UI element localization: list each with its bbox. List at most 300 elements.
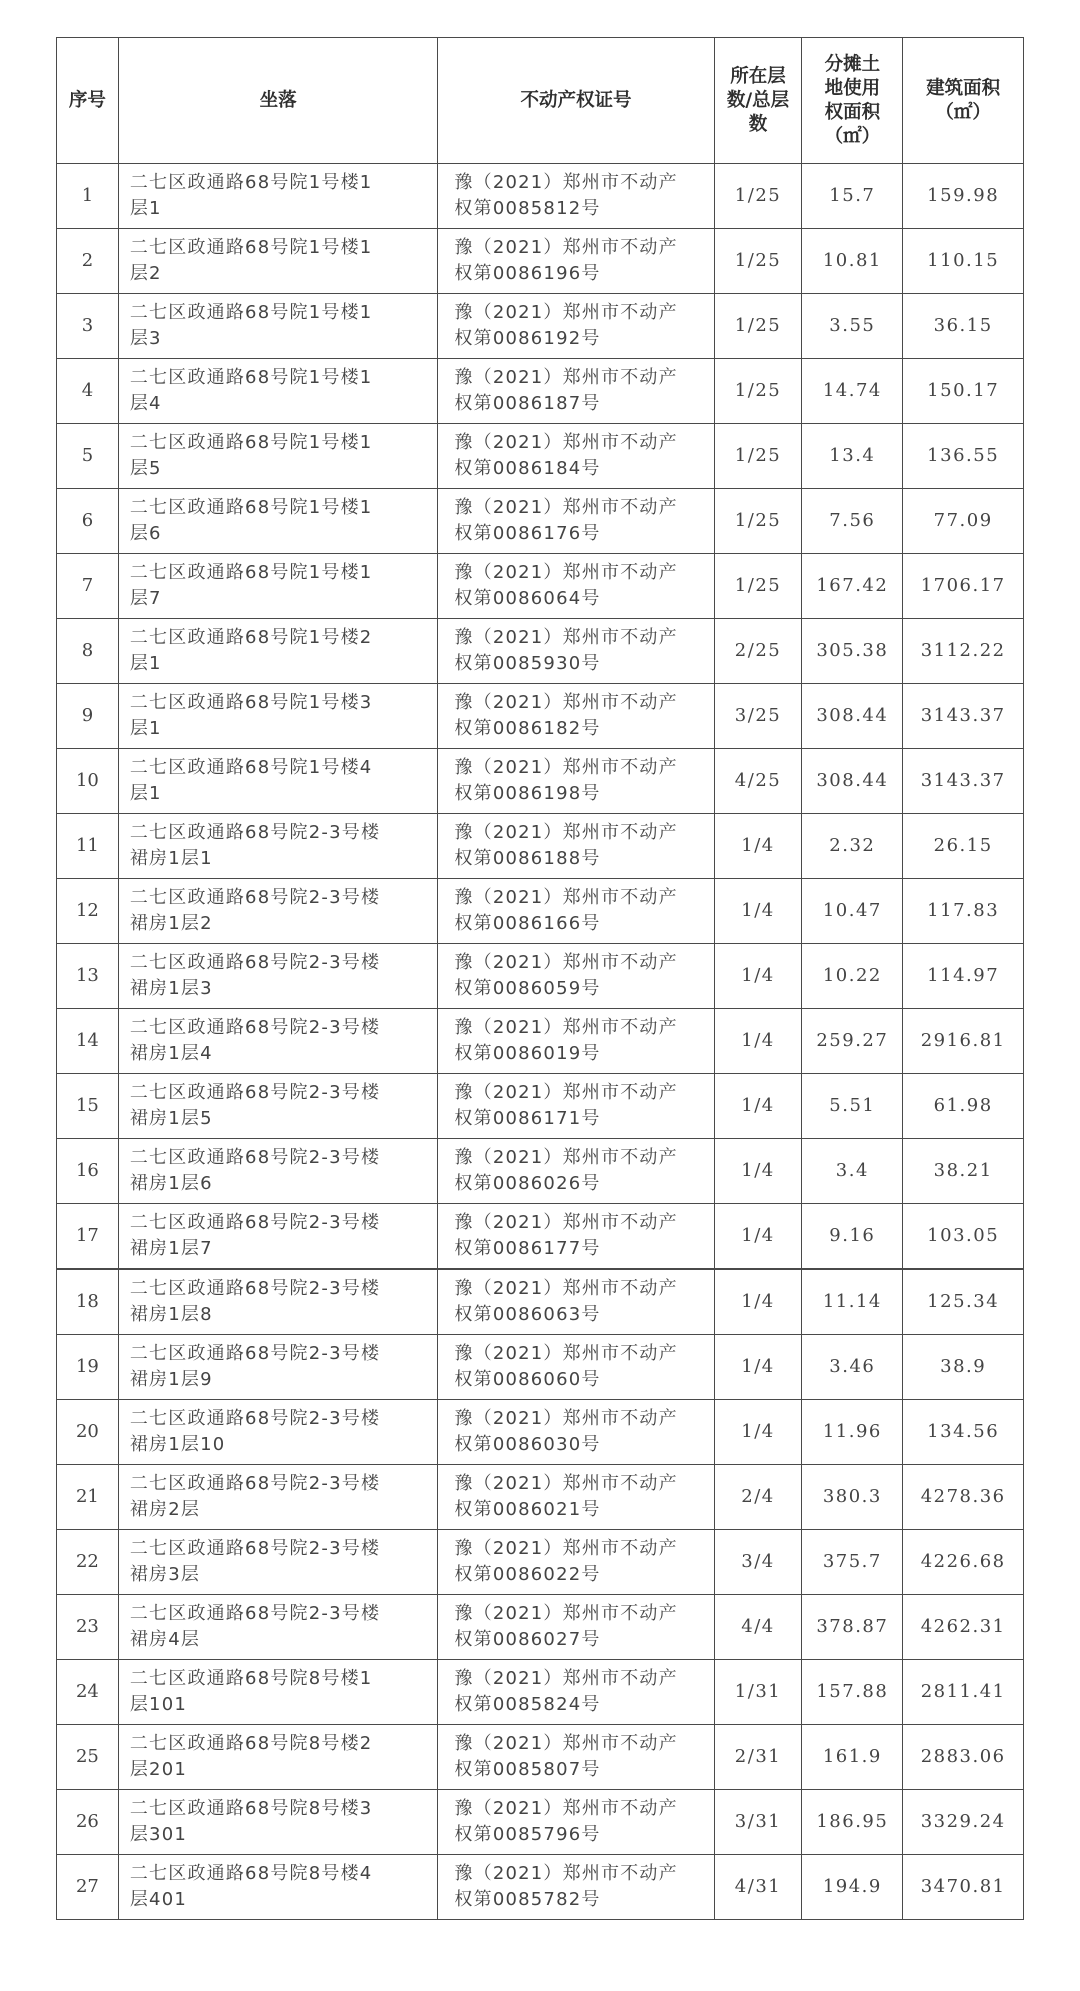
row-location: [118, 1009, 438, 1074]
row-certificate: [438, 1790, 714, 1855]
row-certificate-line: 权第0086182号: [454, 718, 601, 739]
row-certificate-line: 豫（2021）郑州市不动产: [454, 887, 678, 908]
row-floor: 1/25: [714, 554, 802, 619]
table-row: [57, 1204, 1024, 1270]
table-row: [57, 684, 1024, 749]
row-certificate-line: 权第0086019号: [454, 1043, 601, 1064]
row-certificate-line: 权第0086026号: [454, 1173, 601, 1194]
row-certificate-line: 权第0086030号: [454, 1434, 601, 1455]
row-building-area: 2883.06: [903, 1725, 1024, 1790]
row-land-area: 9.16: [802, 1204, 903, 1270]
row-location-line: 二七区政通路68号院1号楼1: [129, 302, 373, 323]
row-land-area: 161.9: [802, 1725, 903, 1790]
header-land-area-line: （㎡）: [824, 125, 881, 147]
header-building-area: [903, 38, 1024, 164]
table-row: [57, 944, 1024, 1009]
row-index: 9: [57, 684, 119, 749]
row-land-area: 15.7: [802, 164, 903, 229]
header-floor: [714, 38, 802, 164]
row-floor: 1/25: [714, 359, 802, 424]
row-certificate-line: 权第0086022号: [454, 1564, 601, 1585]
row-floor: 1/4: [714, 1269, 802, 1335]
row-location: [118, 944, 438, 1009]
row-index: 19: [57, 1335, 119, 1400]
row-location-line: 二七区政通路68号院2-3号楼: [129, 1343, 381, 1364]
row-land-area: 11.96: [802, 1400, 903, 1465]
row-certificate: [438, 294, 714, 359]
row-index: 27: [57, 1855, 119, 1920]
row-location-line: 层301: [129, 1824, 188, 1845]
row-floor: 1/4: [714, 814, 802, 879]
row-location-line: 二七区政通路68号院2-3号楼: [129, 822, 381, 843]
row-land-area: 305.38: [802, 619, 903, 684]
row-location-line: 二七区政通路68号院2-3号楼: [129, 1408, 381, 1429]
row-floor: 4/4: [714, 1595, 802, 1660]
row-certificate: [438, 749, 714, 814]
table-body: [57, 164, 1024, 1920]
row-certificate-line: 豫（2021）郑州市不动产: [454, 952, 678, 973]
row-building-area: 159.98: [903, 164, 1024, 229]
row-building-area: 1706.17: [903, 554, 1024, 619]
row-index: 5: [57, 424, 119, 489]
row-floor: 1/4: [714, 1009, 802, 1074]
header-floor-line: 所在层: [730, 65, 786, 87]
row-certificate-line: 豫（2021）郑州市不动产: [454, 1473, 678, 1494]
row-location-line: 二七区政通路68号院1号楼2: [129, 627, 373, 648]
row-location: [118, 1139, 438, 1204]
row-floor: 2/4: [714, 1465, 802, 1530]
row-floor: 1/4: [714, 879, 802, 944]
row-certificate: [438, 554, 714, 619]
row-certificate-line: 权第0085796号: [454, 1824, 601, 1845]
table-row: [57, 1335, 1024, 1400]
row-location: [118, 684, 438, 749]
row-location-line: 二七区政通路68号院2-3号楼: [129, 1147, 381, 1168]
row-certificate-line: 豫（2021）郑州市不动产: [454, 1603, 678, 1624]
row-location-line: 裙房1层5: [129, 1108, 213, 1129]
table-row: [57, 164, 1024, 229]
row-land-area: 167.42: [802, 554, 903, 619]
header-building-area-line: （㎡）: [935, 101, 991, 123]
row-land-area: 14.74: [802, 359, 903, 424]
table-row: [57, 1855, 1024, 1920]
row-certificate: [438, 814, 714, 879]
row-location: [118, 1074, 438, 1139]
row-location: [118, 1660, 438, 1725]
table-row: [57, 1595, 1024, 1660]
row-building-area: 4262.31: [903, 1595, 1024, 1660]
row-building-area: 61.98: [903, 1074, 1024, 1139]
row-land-area: 3.46: [802, 1335, 903, 1400]
row-land-area: 259.27: [802, 1009, 903, 1074]
row-location-line: 二七区政通路68号院2-3号楼: [129, 1017, 381, 1038]
row-building-area: 4226.68: [903, 1530, 1024, 1595]
row-index: 25: [57, 1725, 119, 1790]
row-land-area: 186.95: [802, 1790, 903, 1855]
row-building-area: 77.09: [903, 489, 1024, 554]
row-certificate-line: 豫（2021）郑州市不动产: [454, 1408, 678, 1429]
row-certificate-line: 豫（2021）郑州市不动产: [454, 1147, 678, 1168]
row-certificate-line: 权第0085782号: [454, 1889, 601, 1910]
row-location: [118, 1335, 438, 1400]
row-index: 13: [57, 944, 119, 1009]
row-location-line: 二七区政通路68号院8号楼2: [129, 1733, 373, 1754]
row-index: 7: [57, 554, 119, 619]
row-location: [118, 1790, 438, 1855]
row-location: [118, 1269, 438, 1335]
row-index: 1: [57, 164, 119, 229]
row-certificate: [438, 424, 714, 489]
row-floor: 1/25: [714, 424, 802, 489]
table-row: [57, 1074, 1024, 1139]
row-location-line: 层6: [129, 523, 162, 544]
row-location-line: 裙房4层: [129, 1629, 201, 1650]
row-certificate-line: 豫（2021）郑州市不动产: [454, 1538, 678, 1559]
row-location-line: 裙房1层9: [129, 1369, 213, 1390]
row-certificate-line: 权第0086176号: [454, 523, 601, 544]
row-index: 12: [57, 879, 119, 944]
row-certificate: [438, 1595, 714, 1660]
row-index: 21: [57, 1465, 119, 1530]
row-location-line: 二七区政通路68号院2-3号楼: [129, 1212, 381, 1233]
row-floor: 1/4: [714, 1074, 802, 1139]
row-certificate-line: 豫（2021）郑州市不动产: [454, 432, 678, 453]
row-certificate-line: 权第0086064号: [454, 588, 601, 609]
row-building-area: 4278.36: [903, 1465, 1024, 1530]
row-land-area: 378.87: [802, 1595, 903, 1660]
row-location-line: 层1: [129, 783, 162, 804]
row-land-area: 308.44: [802, 749, 903, 814]
row-building-area: 26.15: [903, 814, 1024, 879]
row-location-line: 层4: [129, 393, 162, 414]
row-floor: 3/4: [714, 1530, 802, 1595]
row-location: [118, 1465, 438, 1530]
row-location-line: 层2: [129, 263, 162, 284]
row-location: [118, 424, 438, 489]
table-header-row: [57, 38, 1024, 164]
row-location-line: 层1: [129, 198, 162, 219]
row-index: 6: [57, 489, 119, 554]
row-floor: 1/4: [714, 1400, 802, 1465]
header-location: 坐落: [118, 38, 438, 164]
row-certificate-line: 豫（2021）郑州市不动产: [454, 1733, 678, 1754]
row-land-area: 11.14: [802, 1269, 903, 1335]
header-land-area: [802, 38, 903, 164]
table-row: [57, 1530, 1024, 1595]
row-location: [118, 294, 438, 359]
row-location-line: 裙房1层3: [129, 978, 213, 999]
row-floor: 1/25: [714, 164, 802, 229]
table-row: [57, 1139, 1024, 1204]
row-location-line: 层5: [129, 458, 162, 479]
row-location-line: 二七区政通路68号院2-3号楼: [129, 1473, 381, 1494]
row-location-line: 裙房1层4: [129, 1043, 213, 1064]
row-building-area: 103.05: [903, 1204, 1024, 1270]
table-row: [57, 1465, 1024, 1530]
row-location-line: 层7: [129, 588, 162, 609]
row-certificate-line: 权第0085812号: [454, 198, 601, 219]
row-certificate-line: 权第0086171号: [454, 1108, 601, 1129]
row-index: 3: [57, 294, 119, 359]
row-certificate: [438, 684, 714, 749]
row-building-area: 36.15: [903, 294, 1024, 359]
row-certificate-line: 豫（2021）郑州市不动产: [454, 1082, 678, 1103]
row-land-area: 308.44: [802, 684, 903, 749]
row-certificate-line: 权第0085930号: [454, 653, 601, 674]
table-row: [57, 229, 1024, 294]
row-location: [118, 1855, 438, 1920]
table-row: [57, 879, 1024, 944]
row-land-area: 3.4: [802, 1139, 903, 1204]
row-certificate: [438, 1074, 714, 1139]
table-row: [57, 619, 1024, 684]
row-building-area: 3329.24: [903, 1790, 1024, 1855]
header-land-area-line: 地使用: [824, 77, 881, 99]
row-land-area: 2.32: [802, 814, 903, 879]
row-location-line: 二七区政通路68号院1号楼1: [129, 237, 373, 258]
row-floor: 2/31: [714, 1725, 802, 1790]
row-index: 24: [57, 1660, 119, 1725]
row-certificate: [438, 1269, 714, 1335]
table-row: [57, 489, 1024, 554]
header-land-area-line: 权面积: [824, 101, 881, 123]
row-certificate-line: 豫（2021）郑州市不动产: [454, 1212, 678, 1233]
row-location: [118, 879, 438, 944]
table-row: [57, 1660, 1024, 1725]
row-building-area: 38.9: [903, 1335, 1024, 1400]
row-location-line: 二七区政通路68号院2-3号楼: [129, 1278, 381, 1299]
row-floor: 2/25: [714, 619, 802, 684]
table-row: [57, 749, 1024, 814]
row-land-area: 10.47: [802, 879, 903, 944]
row-certificate: [438, 944, 714, 1009]
header-index: 序号: [57, 38, 119, 164]
header-land-area-line: 分摊土: [824, 53, 881, 75]
row-location-line: 裙房1层1: [129, 848, 213, 869]
row-location: [118, 1204, 438, 1270]
table-row: [57, 294, 1024, 359]
row-location-line: 二七区政通路68号院1号楼1: [129, 497, 373, 518]
row-building-area: 136.55: [903, 424, 1024, 489]
row-certificate: [438, 619, 714, 684]
row-floor: 1/31: [714, 1660, 802, 1725]
row-building-area: 2916.81: [903, 1009, 1024, 1074]
row-certificate-line: 豫（2021）郑州市不动产: [454, 1668, 678, 1689]
property-table: [56, 37, 1024, 1920]
row-certificate: [438, 1855, 714, 1920]
row-index: 14: [57, 1009, 119, 1074]
row-certificate: [438, 164, 714, 229]
row-certificate-line: 权第0086196号: [454, 263, 601, 284]
row-location: [118, 814, 438, 879]
row-building-area: 3143.37: [903, 684, 1024, 749]
row-certificate: [438, 1465, 714, 1530]
row-index: 20: [57, 1400, 119, 1465]
row-location-line: 层1: [129, 653, 162, 674]
row-certificate: [438, 1530, 714, 1595]
row-certificate-line: 权第0086060号: [454, 1369, 601, 1390]
row-location: [118, 619, 438, 684]
row-location-line: 裙房1层6: [129, 1173, 213, 1194]
header-building-area-line: 建筑面积: [926, 77, 1001, 99]
row-certificate-line: 权第0086198号: [454, 783, 601, 804]
row-land-area: 194.9: [802, 1855, 903, 1920]
row-floor: 4/31: [714, 1855, 802, 1920]
row-location-line: 二七区政通路68号院1号楼1: [129, 432, 373, 453]
row-location-line: 层101: [129, 1694, 188, 1715]
row-certificate-line: 豫（2021）郑州市不动产: [454, 497, 678, 518]
row-location-line: 二七区政通路68号院2-3号楼: [129, 1538, 381, 1559]
row-location-line: 二七区政通路68号院1号楼1: [129, 172, 373, 193]
table-row: [57, 814, 1024, 879]
row-floor: 1/25: [714, 294, 802, 359]
row-certificate: [438, 1335, 714, 1400]
row-index: 4: [57, 359, 119, 424]
row-index: 2: [57, 229, 119, 294]
row-location-line: 层1: [129, 718, 162, 739]
row-location-line: 裙房1层10: [129, 1434, 226, 1455]
row-certificate: [438, 1139, 714, 1204]
row-location-line: 层401: [129, 1889, 188, 1910]
row-certificate-line: 豫（2021）郑州市不动产: [454, 302, 678, 323]
table-row: [57, 1400, 1024, 1465]
row-certificate: [438, 229, 714, 294]
row-location: [118, 1595, 438, 1660]
row-index: 26: [57, 1790, 119, 1855]
row-certificate: [438, 489, 714, 554]
row-certificate-line: 权第0086188号: [454, 848, 601, 869]
row-location-line: 裙房2层: [129, 1499, 201, 1520]
row-index: 17: [57, 1204, 119, 1270]
row-location: [118, 1400, 438, 1465]
row-location-line: 二七区政通路68号院2-3号楼: [129, 1603, 381, 1624]
table-row: [57, 1790, 1024, 1855]
row-location-line: 二七区政通路68号院2-3号楼: [129, 952, 381, 973]
row-certificate-line: 豫（2021）郑州市不动产: [454, 172, 678, 193]
table-row: [57, 554, 1024, 619]
row-floor: 1/4: [714, 1335, 802, 1400]
row-location-line: 二七区政通路68号院8号楼3: [129, 1798, 373, 1819]
row-building-area: 150.17: [903, 359, 1024, 424]
row-certificate-line: 权第0085807号: [454, 1759, 601, 1780]
row-location-line: 二七区政通路68号院1号楼4: [129, 757, 373, 778]
row-index: 22: [57, 1530, 119, 1595]
row-location-line: 二七区政通路68号院1号楼1: [129, 562, 373, 583]
row-certificate-line: 豫（2021）郑州市不动产: [454, 822, 678, 843]
row-certificate-line: 权第0086021号: [454, 1499, 601, 1520]
row-floor: 3/31: [714, 1790, 802, 1855]
row-building-area: 3112.22: [903, 619, 1024, 684]
row-land-area: 3.55: [802, 294, 903, 359]
header-floor-line: 数: [748, 113, 768, 135]
row-certificate-line: 豫（2021）郑州市不动产: [454, 562, 678, 583]
row-location: [118, 749, 438, 814]
row-certificate-line: 权第0086184号: [454, 458, 601, 479]
row-building-area: 134.56: [903, 1400, 1024, 1465]
row-location-line: 裙房3层: [129, 1564, 201, 1585]
row-land-area: 10.81: [802, 229, 903, 294]
row-land-area: 380.3: [802, 1465, 903, 1530]
row-floor: 1/4: [714, 1204, 802, 1270]
row-floor: 1/4: [714, 1139, 802, 1204]
row-index: 23: [57, 1595, 119, 1660]
row-floor: 4/25: [714, 749, 802, 814]
row-certificate-line: 豫（2021）郑州市不动产: [454, 757, 678, 778]
row-location: [118, 489, 438, 554]
row-land-area: 7.56: [802, 489, 903, 554]
row-location-line: 裙房1层8: [129, 1304, 213, 1325]
row-building-area: 38.21: [903, 1139, 1024, 1204]
row-building-area: 114.97: [903, 944, 1024, 1009]
row-floor: 1/25: [714, 229, 802, 294]
row-index: 11: [57, 814, 119, 879]
row-certificate-line: 权第0086063号: [454, 1304, 601, 1325]
row-certificate-line: 权第0086166号: [454, 913, 601, 934]
row-location-line: 二七区政通路68号院1号楼1: [129, 367, 373, 388]
row-certificate-line: 权第0086187号: [454, 393, 601, 414]
row-location: [118, 554, 438, 619]
row-certificate-line: 豫（2021）郑州市不动产: [454, 237, 678, 258]
row-building-area: 3470.81: [903, 1855, 1024, 1920]
row-index: 16: [57, 1139, 119, 1204]
row-location: [118, 229, 438, 294]
row-certificate-line: 豫（2021）郑州市不动产: [454, 367, 678, 388]
row-certificate-line: 豫（2021）郑州市不动产: [454, 1798, 678, 1819]
row-certificate: [438, 1660, 714, 1725]
row-location: [118, 359, 438, 424]
row-floor: 1/4: [714, 944, 802, 1009]
row-certificate: [438, 1725, 714, 1790]
row-building-area: 117.83: [903, 879, 1024, 944]
row-location-line: 二七区政通路68号院8号楼4: [129, 1863, 373, 1884]
row-location: [118, 1530, 438, 1595]
row-certificate-line: 权第0086177号: [454, 1238, 601, 1259]
row-location-line: 二七区政通路68号院1号楼3: [129, 692, 373, 713]
row-building-area: 2811.41: [903, 1660, 1024, 1725]
table-row: [57, 1725, 1024, 1790]
row-land-area: 5.51: [802, 1074, 903, 1139]
table-row: [57, 424, 1024, 489]
row-location: [118, 1725, 438, 1790]
row-index: 15: [57, 1074, 119, 1139]
row-location-line: 层3: [129, 328, 162, 349]
row-certificate: [438, 359, 714, 424]
row-certificate-line: 豫（2021）郑州市不动产: [454, 1343, 678, 1364]
row-certificate: [438, 879, 714, 944]
row-location: [118, 164, 438, 229]
row-floor: 1/25: [714, 489, 802, 554]
row-floor: 3/25: [714, 684, 802, 749]
row-land-area: 13.4: [802, 424, 903, 489]
row-location-line: 层201: [129, 1759, 188, 1780]
row-certificate-line: 权第0086192号: [454, 328, 601, 349]
row-location-line: 裙房1层7: [129, 1238, 213, 1259]
row-location-line: 二七区政通路68号院8号楼1: [129, 1668, 373, 1689]
table-row: [57, 1009, 1024, 1074]
row-building-area: 125.34: [903, 1269, 1024, 1335]
table-row: [57, 1269, 1024, 1335]
header-certificate: 不动产权证号: [438, 38, 714, 164]
table-row: [57, 359, 1024, 424]
row-certificate-line: 权第0085824号: [454, 1694, 601, 1715]
row-land-area: 375.7: [802, 1530, 903, 1595]
row-location-line: 二七区政通路68号院2-3号楼: [129, 1082, 381, 1103]
row-certificate-line: 豫（2021）郑州市不动产: [454, 1863, 678, 1884]
row-certificate-line: 豫（2021）郑州市不动产: [454, 692, 678, 713]
row-certificate: [438, 1204, 714, 1270]
row-certificate-line: 豫（2021）郑州市不动产: [454, 1017, 678, 1038]
row-certificate-line: 豫（2021）郑州市不动产: [454, 627, 678, 648]
